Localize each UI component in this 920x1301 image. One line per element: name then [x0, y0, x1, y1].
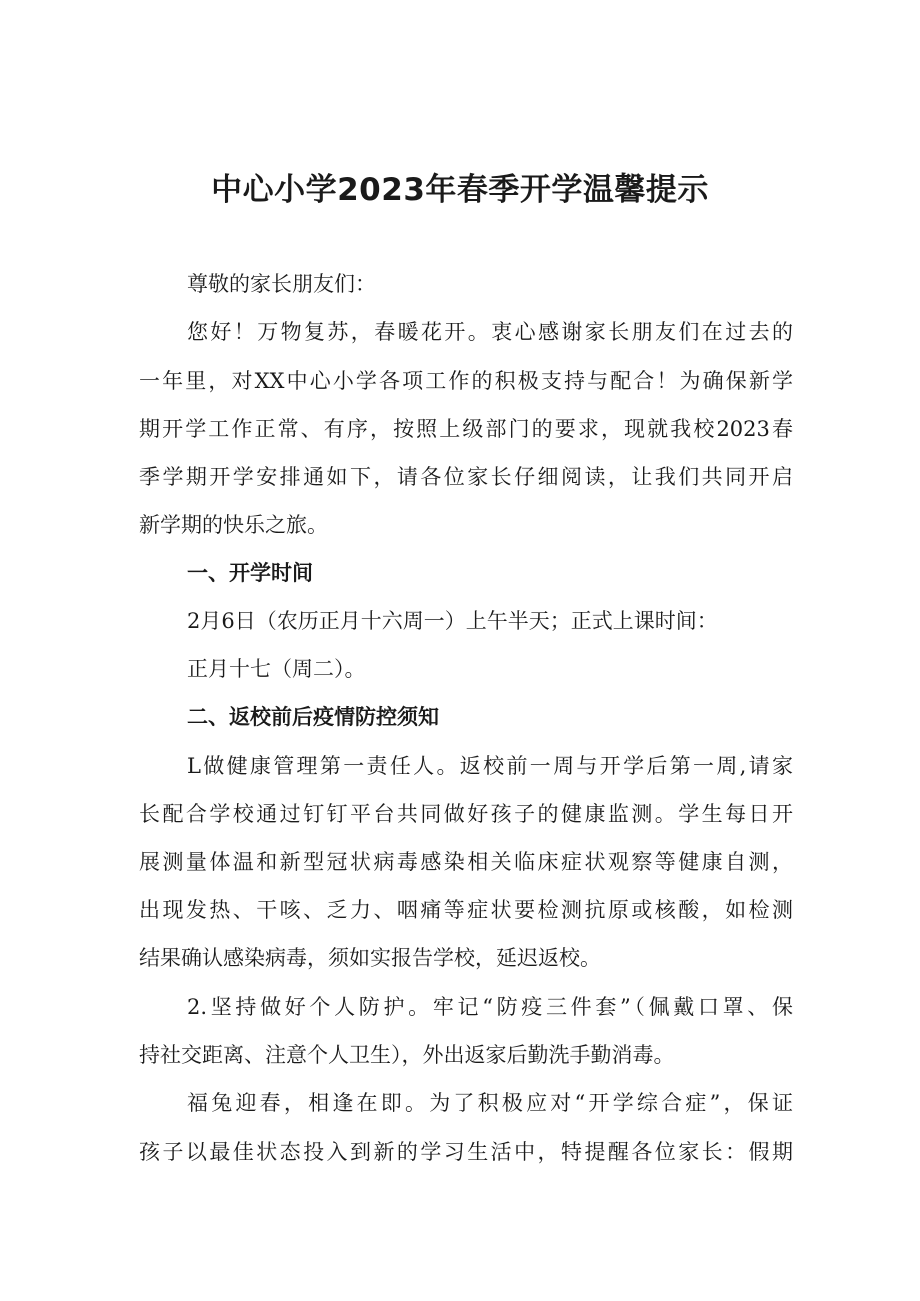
document-title: 中心小学2023年春季开学温馨提示 — [211, 172, 709, 208]
section-heading-start-time: 一、开学时间 — [187, 561, 313, 585]
section-heading-epidemic: 二、返校前后疫情防控须知 — [187, 705, 439, 729]
item1-line: 长配合学校通过钉钉平台共同做好孩子的健康监测。学生每日开 — [139, 802, 793, 826]
intro-line: 期开学工作正常、有序，按照上级部门的要求，现就我校2023春 — [139, 417, 793, 441]
intro-line: 季学期开学安排通如下，请各位家长仔细阅读，让我们共同开启 — [139, 465, 793, 489]
item1-line: 结果确认感染病毒，须如实报告学校，延迟返校。 — [139, 946, 601, 970]
intro-line: 您好！万物复苏，春暖花开。衷心感谢家长朋友们在过去的 — [187, 320, 793, 344]
item1-line: 出现发热、干咳、乏力、咽痛等症状要检测抗原或核酸，如检测 — [139, 898, 793, 922]
intro-line: 新学期的快乐之旅。 — [139, 513, 328, 537]
item2-line: 2.坚持做好个人防护。牢记“防疫三件套”（佩戴口罩、保 — [187, 995, 793, 1019]
intro-line: 一年里，对XX中心小学各项工作的积极支持与配合！为确保新学 — [139, 369, 793, 393]
closing-line: 孩子以最佳状态投入到新的学习生活中，特提醒各位家长：假期 — [139, 1140, 793, 1164]
item1-line: L做健康管理第一责任人。返校前一周与开学后第一周,请家 — [187, 754, 793, 778]
item1-line: 展测量体温和新型冠状病毒感染相关临床症状观察等健康自测， — [139, 850, 793, 874]
section-line: 2月6日（农历正月十六周一）上午半天；正式上课时间： — [187, 609, 718, 633]
section-line: 正月十七（周二）。 — [187, 657, 366, 681]
item2-line: 持社交距离、注意个人卫生），外出返家后勤洗手勤消毒。 — [139, 1043, 675, 1067]
greeting: 尊敬的家长朋友们： — [187, 272, 376, 296]
closing-line: 福兔迎春，相逢在即。为了积极应对“开学综合症”，保证 — [187, 1091, 793, 1115]
